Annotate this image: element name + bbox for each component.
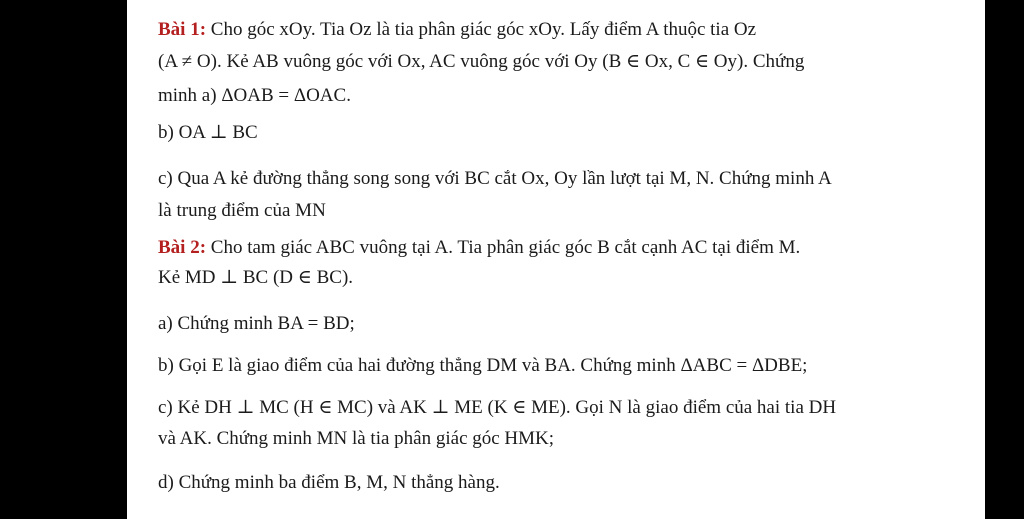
exercise-1-part-b: b) OA ⊥ BC (158, 122, 258, 143)
exercise-2-part-a: a) Chứng minh BA = BD; (158, 313, 355, 334)
exercise-2-part-d: d) Chứng minh ba điểm B, M, N thẳng hàng. (158, 472, 500, 493)
exercise-2-line-2: Kẻ MD ⊥ BC (D ∈ BC). (158, 267, 354, 288)
exercise-1-part-a: minh a) ΔOAB = ΔOAC. (158, 85, 351, 106)
exercise-2-intro: Cho tam giác ABC vuông tại A. Tia phân giác góc B cắt cạnh AC tại điểm M. (206, 237, 801, 258)
exercise-1-intro: Cho góc xOy. Tia Oz là tia phân giác góc xOy. Lấy điểm A thuộc tia Oz (206, 19, 757, 40)
exercise-2-part-b: b) Gọi E là giao điểm của hai đường thẳng DM và BA. Chứng minh ΔABC = ΔDBE; (158, 355, 808, 376)
exercise-1-line-1 (158, 18, 756, 42)
exercise-2-label: Bài 2: (158, 237, 207, 258)
document-page (127, 0, 985, 519)
exercise-2-part-c-line-2: và AK. Chứng minh MN là tia phân giác góc HMK; (158, 428, 555, 449)
exercise-2-line-1 (158, 236, 800, 260)
exercise-1-line-2: (A ≠ O). Kẻ AB vuông góc với Ox, AC vuông góc với Oy (B ∈ Ox, C ∈ Oy). Chứng (158, 51, 805, 72)
exercise-1-label: Bài 1: (158, 19, 207, 40)
exercise-1-part-c-line-1: c) Qua A kẻ đường thẳng song song với BC cắt Ox, Oy lần lượt tại M, N. Chứng minh A (158, 168, 832, 189)
exercise-1-part-c-line-2: là trung điểm của MN (158, 200, 326, 221)
exercise-2-part-c-line-1: c) Kẻ DH ⊥ MC (H ∈ MC) và AK ⊥ ME (K ∈ ME). Gọi N là giao điểm của hai tia DH (158, 397, 837, 418)
